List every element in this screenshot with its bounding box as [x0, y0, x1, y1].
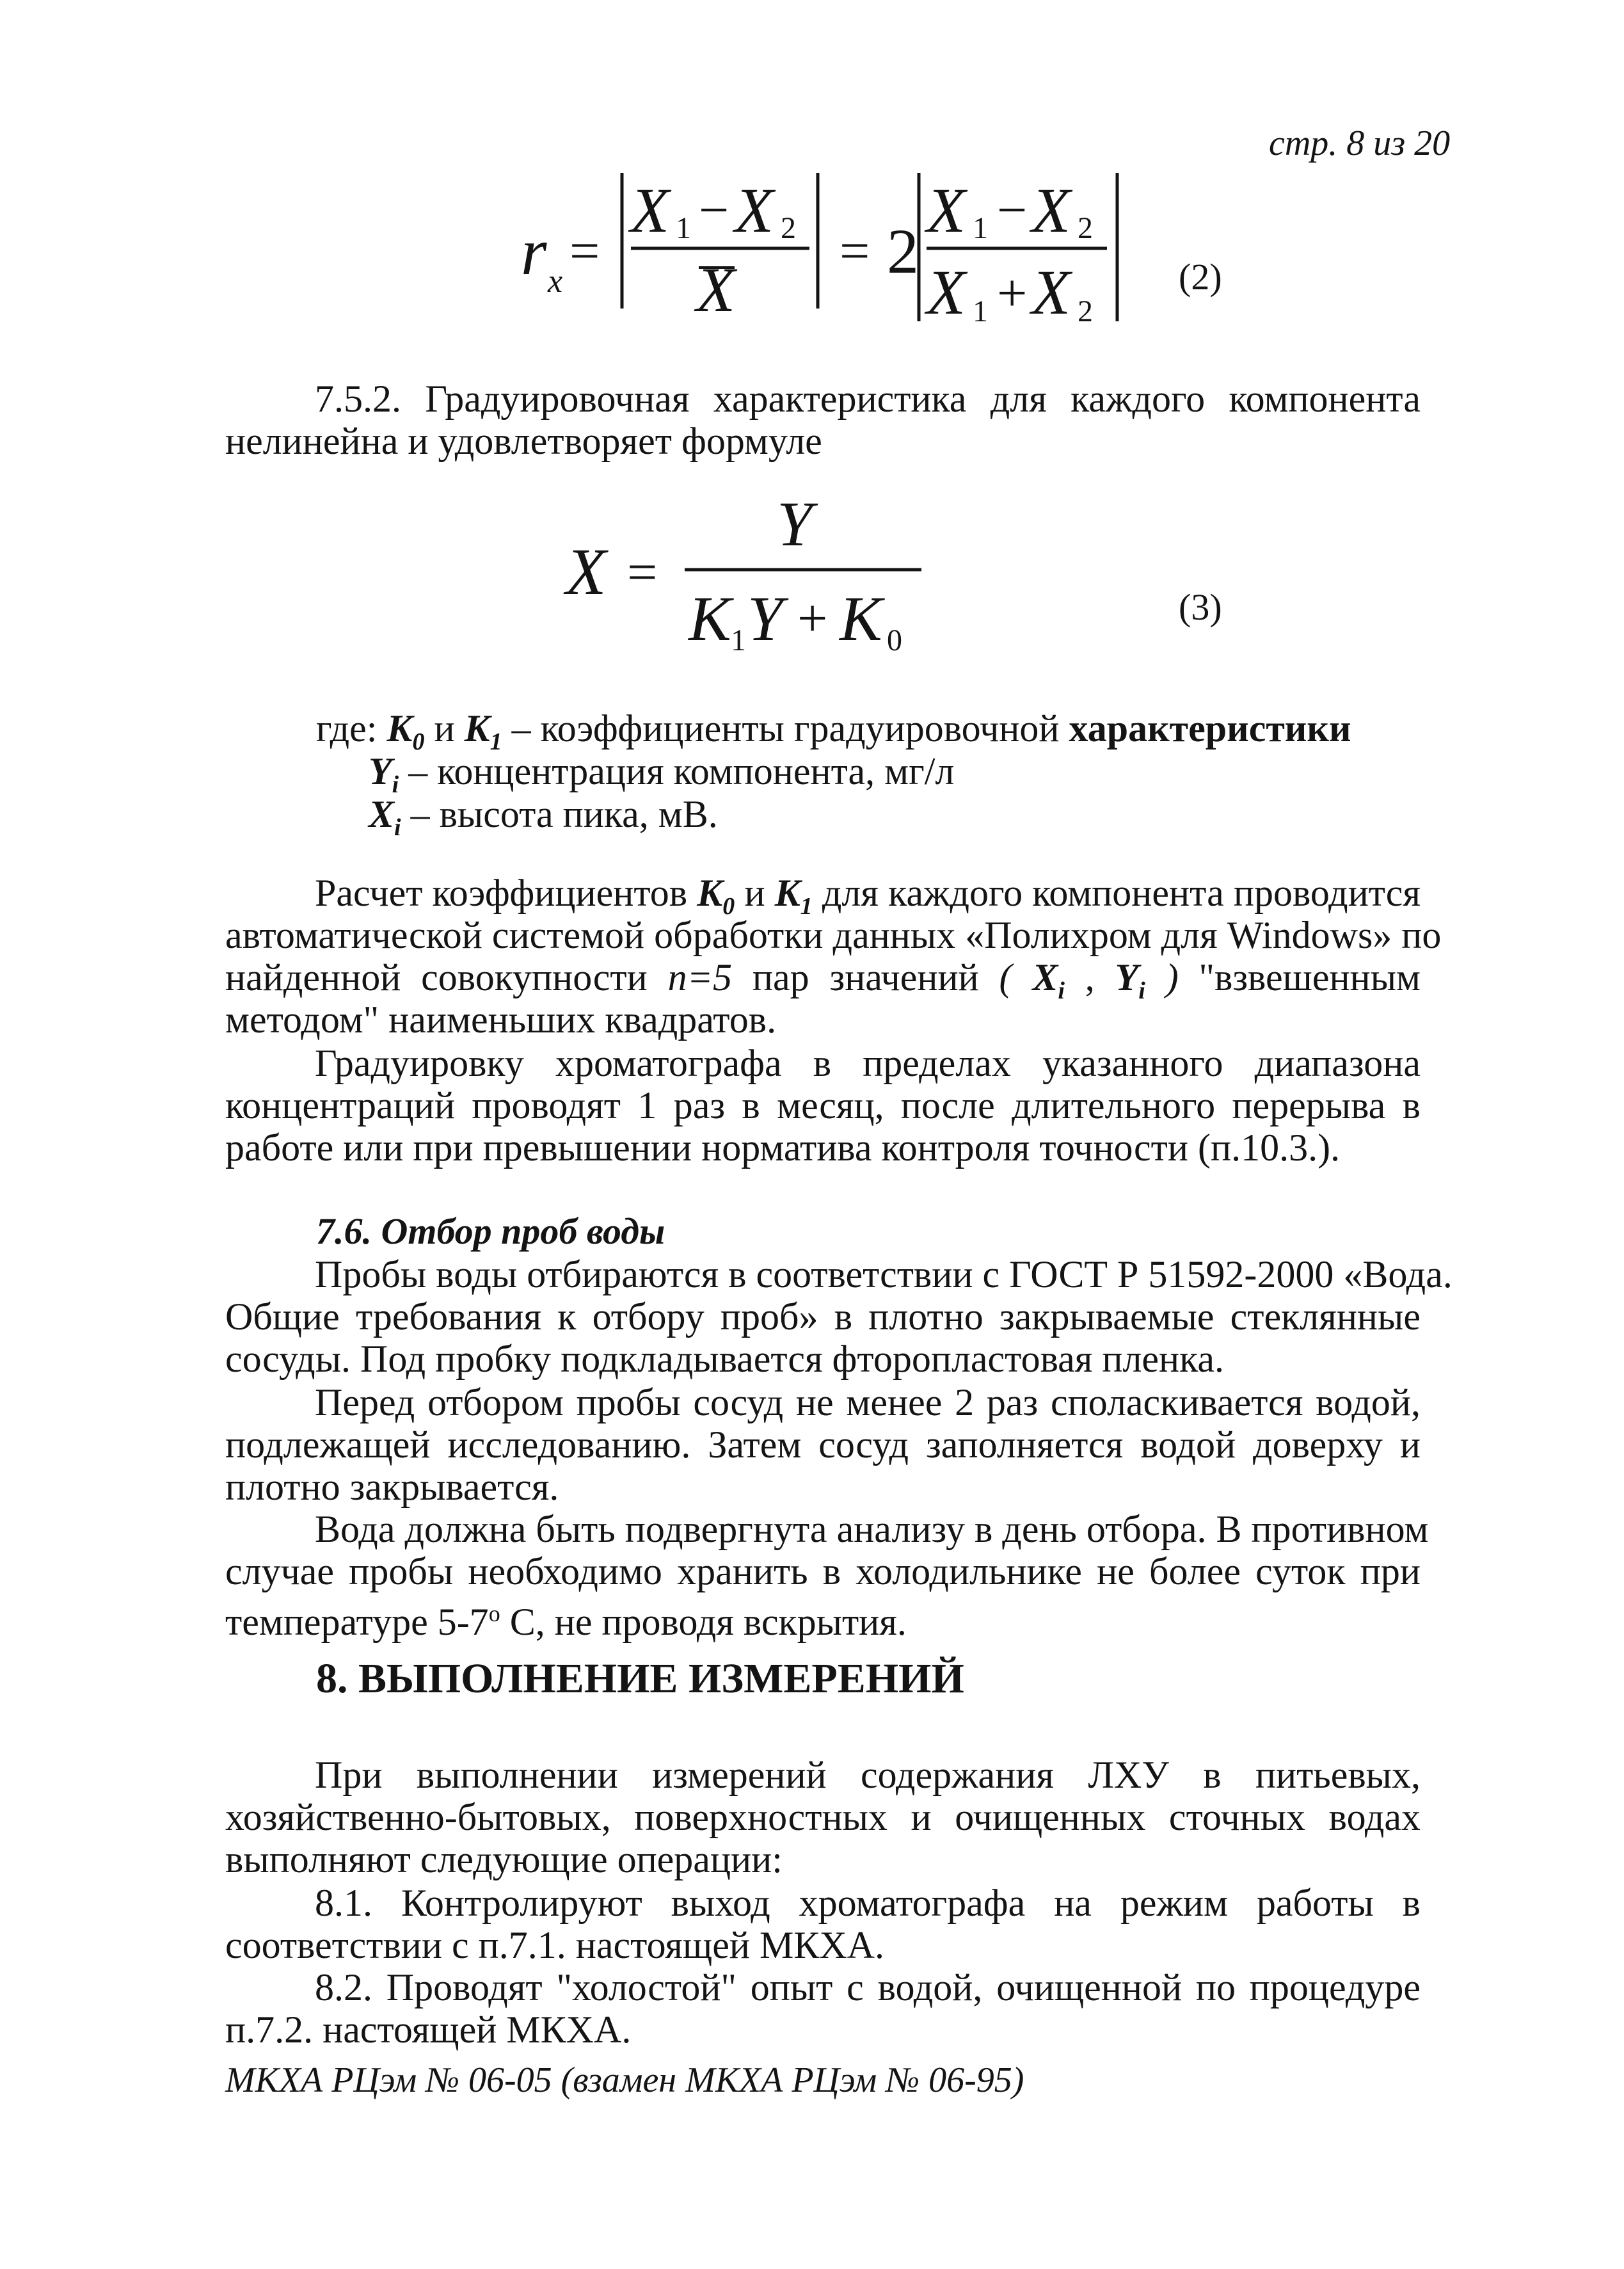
para-storage — [225, 1508, 1429, 1643]
para-7-5-2 — [225, 378, 1421, 462]
eq2-equals-1: = — [569, 221, 600, 281]
eq2-x2-sub: 2 — [781, 211, 796, 245]
symbol-k0-sub: 0 — [412, 728, 425, 755]
eq2-x2c-sub: 2 — [1078, 294, 1093, 328]
para-sampling-line: Общие требования к отбору проб» в плотно закрываемые стеклянные — [225, 1295, 1421, 1338]
eq2-x1b-sub: 1 — [973, 211, 988, 245]
page-number: стр. 8 из 20 — [1269, 124, 1451, 163]
eq3-k1-sub: 1 — [731, 623, 746, 657]
definition-k-text: – коэффициенты градуировочной — [502, 707, 1069, 750]
eq2-x1b: X — [927, 175, 966, 246]
para-8-1-line: соответствии с п.7.1. настоящей МКХА. — [225, 1924, 884, 1966]
symbol-k1-sub: 1 — [490, 728, 502, 755]
equation-3 — [563, 499, 1280, 678]
para-8-2-line: п.7.2. настоящей МКХА. — [225, 2008, 632, 2051]
para-calibration — [225, 1042, 1421, 1169]
eq3-k1: K — [689, 583, 731, 654]
para-calculation-line: Расчет коэффициентов $K_0$ и $K_1$ для каждого компонента проводится — [315, 872, 1421, 920]
eq2-x1: X — [630, 175, 670, 246]
eq2-two: 2 — [887, 216, 919, 287]
eq2-plus: + — [997, 264, 1028, 323]
para-sampling — [225, 1253, 1453, 1380]
eq2-xbar: X — [696, 254, 736, 325]
para-8-2-line: 8.2. Проводят "холостой" опыт с водой, очищенной по процедуре — [315, 1966, 1421, 2008]
para-8-intro-line: При выполнении измерений содержания ЛХУ в питьевых, — [315, 1754, 1421, 1796]
para-calibration-line: работе или при превышении норматива контроля точности (п.10.3.). — [225, 1126, 1341, 1169]
symbol-yi-sub: i — [392, 771, 399, 798]
symbol-k0: K — [386, 707, 413, 750]
definition-y-text: – концентрация компонента, мг/л — [399, 750, 955, 792]
eq2-x2b-sub: 2 — [1078, 211, 1093, 245]
eq3-k0-sub: 0 — [887, 623, 902, 657]
eq2-x2b: X — [1031, 175, 1071, 246]
section-7-6-title: 7.6. Отбор проб воды — [316, 1210, 665, 1252]
definition-k-text-bold: характеристики — [1069, 707, 1351, 750]
para-8-1-line: 8.1. Контролируют выход хроматографа на режим работы в — [315, 1882, 1421, 1924]
footer-document-code: МКХА РЦэм № 06-05 (взамен МКХА РЦэм № 06-95) — [225, 2060, 1024, 2100]
para-storage-line: случае пробы необходимо хранить в холодильнике не более суток при — [225, 1550, 1421, 1592]
eq3-num-y: Y — [777, 499, 813, 559]
para-calibration-line: Градуировку хроматографа в пределах указанного диапазона — [315, 1042, 1421, 1084]
eq2-x2c: X — [1031, 257, 1071, 328]
eq2-x1-sub: 1 — [676, 211, 691, 245]
para-calculation-line: найденной совокупности n=5 пар значений ( $X_i$ , $Y_i$ ) "взвешенным — [225, 956, 1421, 1004]
eq3-lhs: X — [566, 535, 607, 609]
eq2-minus-2: − — [997, 180, 1028, 240]
para-rinse-line: Перед отбором пробы сосуд не менее 2 раз споласкивается водой, — [315, 1381, 1421, 1423]
eq2-lhs: r — [521, 215, 547, 289]
eq2-lhs-sub: x — [548, 263, 563, 300]
equation-2 — [448, 160, 1280, 333]
eq2-x2: X — [735, 175, 774, 246]
eq2-equals-2: = — [840, 221, 870, 281]
para-7-5-2-line: 7.5.2. Градуировочная характеристика для каждого компонента — [315, 378, 1421, 420]
eq3-k0: K — [840, 583, 882, 654]
definition-where: где: — [316, 707, 378, 750]
para-sampling-line: Пробы воды отбираются в соответствии с ГОСТ Р 51592-2000 «Вода. — [315, 1253, 1453, 1295]
definition-and: и — [424, 707, 465, 750]
para-rinse-line: плотно закрывается. — [225, 1466, 559, 1508]
definition-x-text: – высота пика, мВ. — [401, 793, 718, 835]
eq2-minus-1: − — [699, 180, 729, 240]
definition-x — [369, 793, 718, 849]
eq3-plus: + — [797, 589, 828, 648]
para-calculation-line: автоматической системой обработки данных «Полихром для Windows» по — [225, 914, 1442, 956]
para-8-intro-line: выполняют следующие операции: — [225, 1838, 783, 1880]
para-8-intro — [225, 1754, 1421, 1880]
para-7-5-2-line: нелинейна и удовлетворяет формуле — [225, 420, 822, 462]
symbol-k1: K — [464, 707, 490, 750]
eq3-equals: = — [627, 543, 658, 602]
eq2-x1c: X — [927, 257, 966, 328]
para-8-intro-line: хозяйственно-бытовых, поверхностных и очищенных сточных водах — [225, 1796, 1421, 1838]
symbol-xi-sub: i — [394, 814, 401, 841]
symbol-xi: X — [369, 793, 395, 835]
para-rinse — [225, 1381, 1421, 1508]
para-8-1 — [225, 1882, 1421, 1966]
para-8-2 — [225, 1966, 1421, 2051]
para-calculation — [225, 872, 1442, 1041]
para-calculation-line: методом" наименьших квадратов. — [225, 998, 777, 1041]
symbol-yi: Y — [369, 750, 392, 792]
eq2-number: (2) — [1179, 256, 1222, 298]
para-sampling-line: сосуды. Под пробку подкладывается фторопластовая пленка. — [225, 1338, 1225, 1380]
para-storage-line: Вода должна быть подвергнута анализу в день отбора. В противном — [315, 1508, 1429, 1550]
section-8-title: 8. ВЫПОЛНЕНИЕ ИЗМЕРЕНИЙ — [316, 1655, 964, 1702]
eq3-number: (3) — [1179, 586, 1222, 628]
eq3-y: Y — [747, 583, 783, 654]
eq2-x1c-sub: 1 — [973, 294, 988, 328]
para-rinse-line: подлежащей исследованию. Затем сосуд заполняется водой доверху и — [225, 1423, 1421, 1466]
para-calibration-line: концентраций проводят 1 раз в месяц, после длительного перерыва в — [225, 1084, 1421, 1126]
para-storage-line: температуре $5-7^о$ С, не проводя вскрытия. — [225, 1601, 907, 1643]
